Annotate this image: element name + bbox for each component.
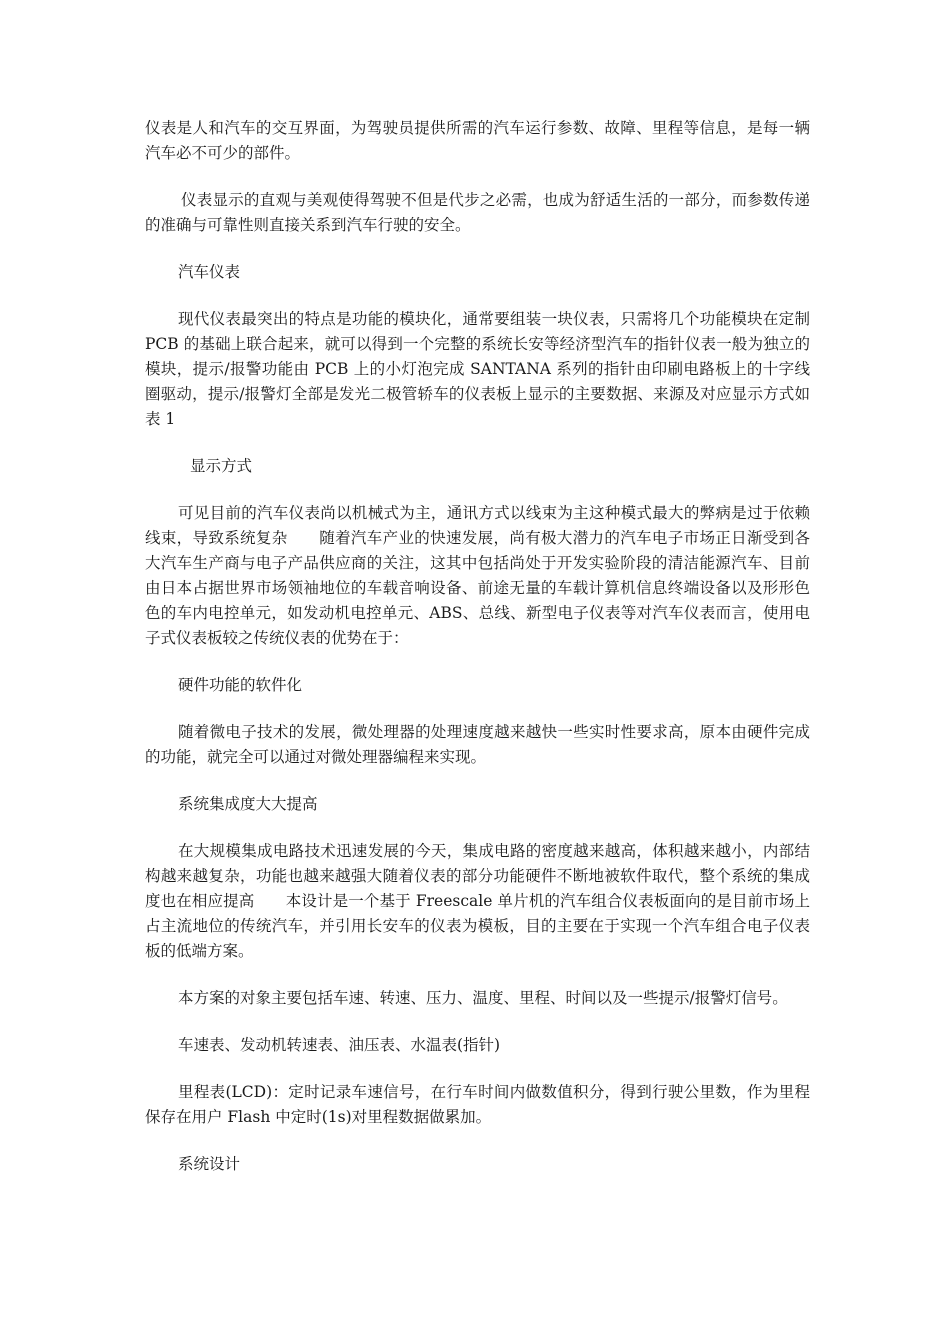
heading-auto-instrument: 汽车仪表 (178, 263, 241, 281)
document-body (145, 116, 810, 1199)
paragraph-mechanical-instruments: 可见目前的汽车仪表尚以机械式为主，通讯方式以线束为主这种模式最大的弊病是过于依赖线束，导致系统复杂 随着汽车产业的快速发展，尚有极大潜力的汽车电子市场正日渐受到各大汽车生产商与电子产品供应商的关注，这其中包括尚处于开发实验阶段的清洁能源汽车、目前由日本占据世界市场领袖地位的车载音响设备、前途无量的车载计算机信息终端设备以及形形色色的车内电控单元，如发动机电控单元、ABS、总线、新型电子仪表等对汽车仪表而言，使用电子式仪表板较之传统仪表的优势在于： (145, 504, 810, 647)
paragraph-display-value: 仪表显示的直观与美观使得驾驶不但是代步之必需，也成为舒适生活的一部分，而参数传递的准确与可靠性则直接关系到汽车行驶的安全。 (145, 191, 810, 234)
paragraph-scheme-objects: 本方案的对象主要包括车速、转速、压力、温度、里程、时间以及一些提示/报警灯信号。 (178, 989, 788, 1007)
paragraph-modular-instruments: 现代仪表最突出的特点是功能的模块化，通常要组装一块仪表，只需将几个功能模块在定制 PCB 的基础上联合起来，就可以得到一个完整的系统长安等经济型汽车的指针仪表一般为独立的模块，提示/报警功能由 PCB 上的小灯泡完成 SANTANA 系列的指针由印刷电路板上的十字线圈驱动，提示/报警灯全部是发光二极管轿车的仪表板上显示的主要数据、来源及对应显示方式如表 1 (145, 310, 810, 428)
heading-hardware-softwarization: 硬件功能的软件化 (178, 676, 303, 694)
heading-system-design: 系统设计 (178, 1155, 241, 1173)
paragraph-integration-design: 在大规模集成电路技术迅速发展的今天，集成电路的密度越来越高，体积越来越小，内部结构越来越复杂，功能也越来越强大随着仪表的部分功能硬件不断地被软件取代，整个系统的集成度也在相应提高 本设计是一个基于 Freescale 单片机的汽车组合仪表板面向的是目前市场上占主流地位的传统汽车，并引用长安车的仪表为模板，目的主要在于实现一个汽车组合电子仪表板的低端方案。 (145, 842, 810, 960)
heading-pointer-gauges: 车速表、发动机转速表、油压表、水温表(指针) (178, 1036, 501, 1054)
paragraph-intro: 仪表是人和汽车的交互界面，为驾驶员提供所需的汽车运行参数、故障、里程等信息，是每一辆汽车必不可少的部件。 (145, 119, 810, 162)
heading-display-mode: 显示方式 (190, 457, 253, 475)
paragraph-microprocessor: 随着微电子技术的发展，微处理器的处理速度越来越快一些实时性要求高，原本由硬件完成的功能，就完全可以通过对微处理器编程来实现。 (145, 723, 810, 766)
heading-system-integration: 系统集成度大大提高 (178, 795, 318, 813)
paragraph-odometer: 里程表(LCD)：定时记录车速信号，在行车时间内做数值积分，得到行驶公里数，作为里程保存在用户 Flash 中定时(1s)对里程数据做累加。 (145, 1083, 810, 1126)
